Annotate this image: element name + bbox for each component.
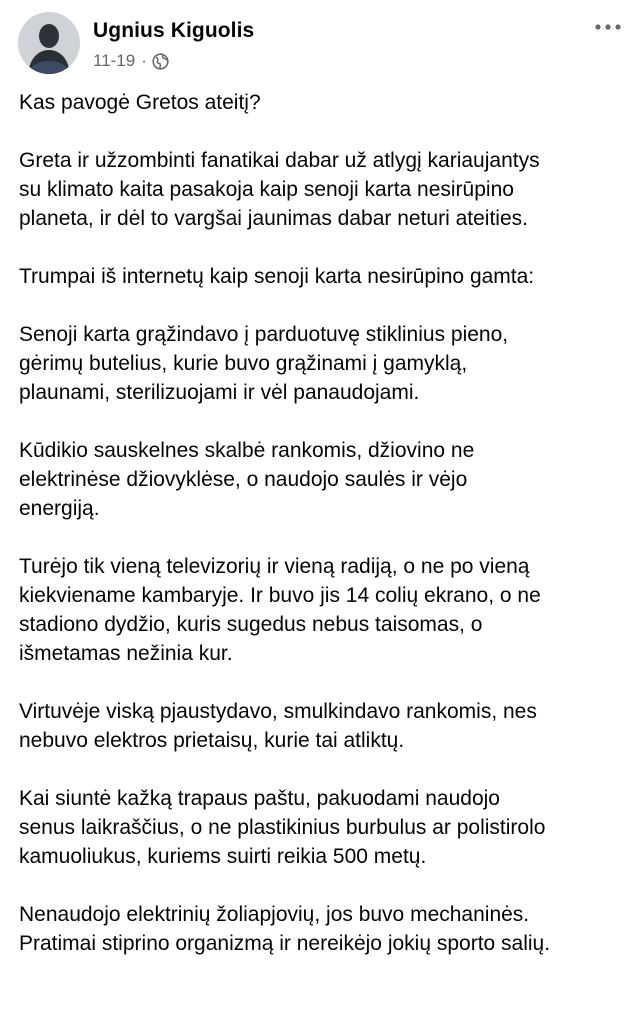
post-paragraph: Nenaudojo elektrinių žoliapjovių, jos buvo mechaninės. Pratimai stiprino organizmą ir nereikėjo jokių sporto salių.: [19, 903, 551, 955]
globe-icon: [152, 53, 169, 70]
meta-separator: ·: [141, 51, 147, 70]
more-options-icon[interactable]: [591, 13, 625, 41]
post-paragraph: Trumpai iš internetų kaip senoji karta nesirūpino gamta:: [19, 265, 535, 288]
post-paragraph: Greta ir užzombinti fanatikai dabar už atlygį kariaujantys su klimato kaita pasakoja kaip senoji karta nesirūpino planeta, ir dėl to vargšai jaunimas dabar neturi ateities.: [19, 149, 540, 230]
post-body: [19, 88, 631, 987]
post-paragraph: Senoji karta grąžindavo į parduotuvę stiklinius pieno, gėrimų butelius, kurie buvo grąžinami į gamyklą, plaunami, sterilizuojami ir vėl panaudojami.: [19, 323, 509, 404]
post-header: [0, 0, 639, 90]
post-paragraph: Kas pavogė Gretos ateitį?: [19, 91, 261, 114]
author-name[interactable]: Ugnius Kiguolis: [93, 19, 255, 42]
post-meta: [93, 51, 169, 71]
post-paragraph: Virtuvėje viską pjaustydavo, smulkindavo rankomis, nes nebuvo elektros prietaisų, kurie tai atliktų.: [19, 700, 537, 752]
post-paragraph: Turėjo tik vieną televizorių ir vieną radiją, o ne po vieną kiekviename kambaryje. Ir buvo jis 14 colių ekrano, o ne stadiono dydžio, kuris sugedus nebus taisomas, o išmetamas nežinia kur.: [19, 555, 541, 665]
post-date[interactable]: 11-19: [93, 51, 136, 70]
avatar[interactable]: [18, 12, 80, 74]
post-paragraph: Kai siuntė kažką trapaus paštu, pakuodami naudojo senus laikraščius, o ne plastikinius burbulus ar polistirolo kamuoliukus, kuriems suirti reikia 500 metų.: [19, 787, 546, 868]
post-paragraph: Kūdikio sauskelnes skalbė rankomis, džiovino ne elektrinėse džiovyklėse, o naudojo saulės ir vėjo energiją.: [19, 439, 475, 520]
